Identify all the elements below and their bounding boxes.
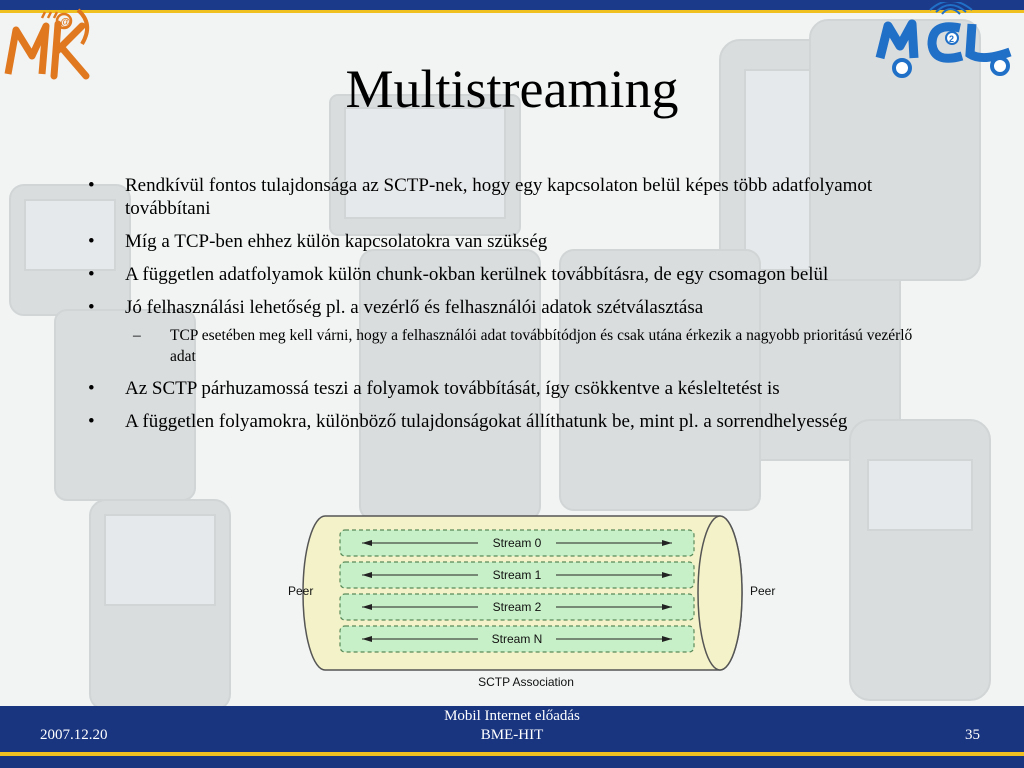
stream-label: Stream 0 — [492, 536, 542, 550]
bullet-marker: • — [88, 411, 95, 432]
footer-date: 2007.12.20 — [40, 727, 108, 743]
footer-center-text — [412, 707, 612, 745]
sub-bullet-list — [125, 325, 928, 367]
bullet-marker: • — [88, 175, 95, 196]
footer-department: BME-HIT — [480, 727, 544, 743]
footer-bottom-bar — [0, 756, 1024, 768]
stream-label: Stream 2 — [492, 600, 542, 614]
bullet-marker: • — [88, 264, 95, 285]
peer-right-label: Peer — [750, 584, 776, 598]
bullet-item — [88, 377, 928, 400]
bullet-marker: • — [88, 297, 95, 318]
sub-bullet-item — [125, 325, 928, 367]
stream-label: Stream N — [491, 632, 543, 646]
sub-bullet-text: TCP esetében meg kell várni, hogy a felhasználói adat továbbítódjon és csak utána érkezik a nagyobb prioritású vezérlő adat — [170, 327, 913, 365]
bullet-marker: • — [88, 231, 95, 252]
stream-label: Stream 1 — [492, 568, 542, 582]
bullet-list — [88, 174, 928, 433]
stream-1 — [340, 562, 694, 588]
slide-number: 35 — [965, 727, 980, 743]
bullet-text: Az SCTP párhuzamossá teszi a folyamok továbbítását, így csökkentve a késleltetést is — [125, 378, 780, 399]
bullet-text: Jó felhasználási lehetőség pl. a vezérlő és felhasználói adatok szétválasztása — [125, 297, 704, 318]
bullet-marker: • — [88, 378, 95, 399]
stream-n — [340, 626, 694, 652]
bullet-text: Míg a TCP-ben ehhez külön kapcsolatokra van szükség — [125, 231, 548, 252]
diagram-caption: SCTP Association — [478, 675, 574, 689]
stream-0 — [340, 530, 694, 556]
top-accent-bar — [0, 0, 1024, 10]
sub-bullet-marker: – — [133, 327, 141, 344]
bullet-item — [88, 230, 928, 253]
stream-2 — [340, 594, 694, 620]
svg-text:2: 2 — [949, 34, 955, 44]
slide-content — [88, 174, 928, 443]
bullet-item — [88, 174, 928, 220]
svg-text:@: @ — [60, 17, 71, 28]
bullet-item — [88, 296, 928, 367]
top-accent-stripe — [0, 10, 1024, 13]
bullet-text: Rendkívül fontos tulajdonsága az SCTP-nek, hogy egy kapcsolaton belül képes több adatfolyamot továbbítani — [125, 175, 873, 219]
footer-lecture-title: Mobil Internet előadás — [444, 708, 580, 724]
bullet-text: A független folyamokra, különböző tulajdonságokat állíthatunk be, mint pl. a sorrendhelyesség — [125, 411, 848, 432]
sctp-association-diagram — [280, 510, 790, 695]
bullet-item — [88, 410, 928, 433]
bullet-text: A független adatfolyamok külön chunk-okban kerülnek továbbításra, de egy csomagon belül — [125, 264, 829, 285]
peer-left-label: Peer — [288, 584, 314, 598]
slide-title: Multistreaming — [345, 59, 679, 119]
bullet-item — [88, 263, 928, 286]
